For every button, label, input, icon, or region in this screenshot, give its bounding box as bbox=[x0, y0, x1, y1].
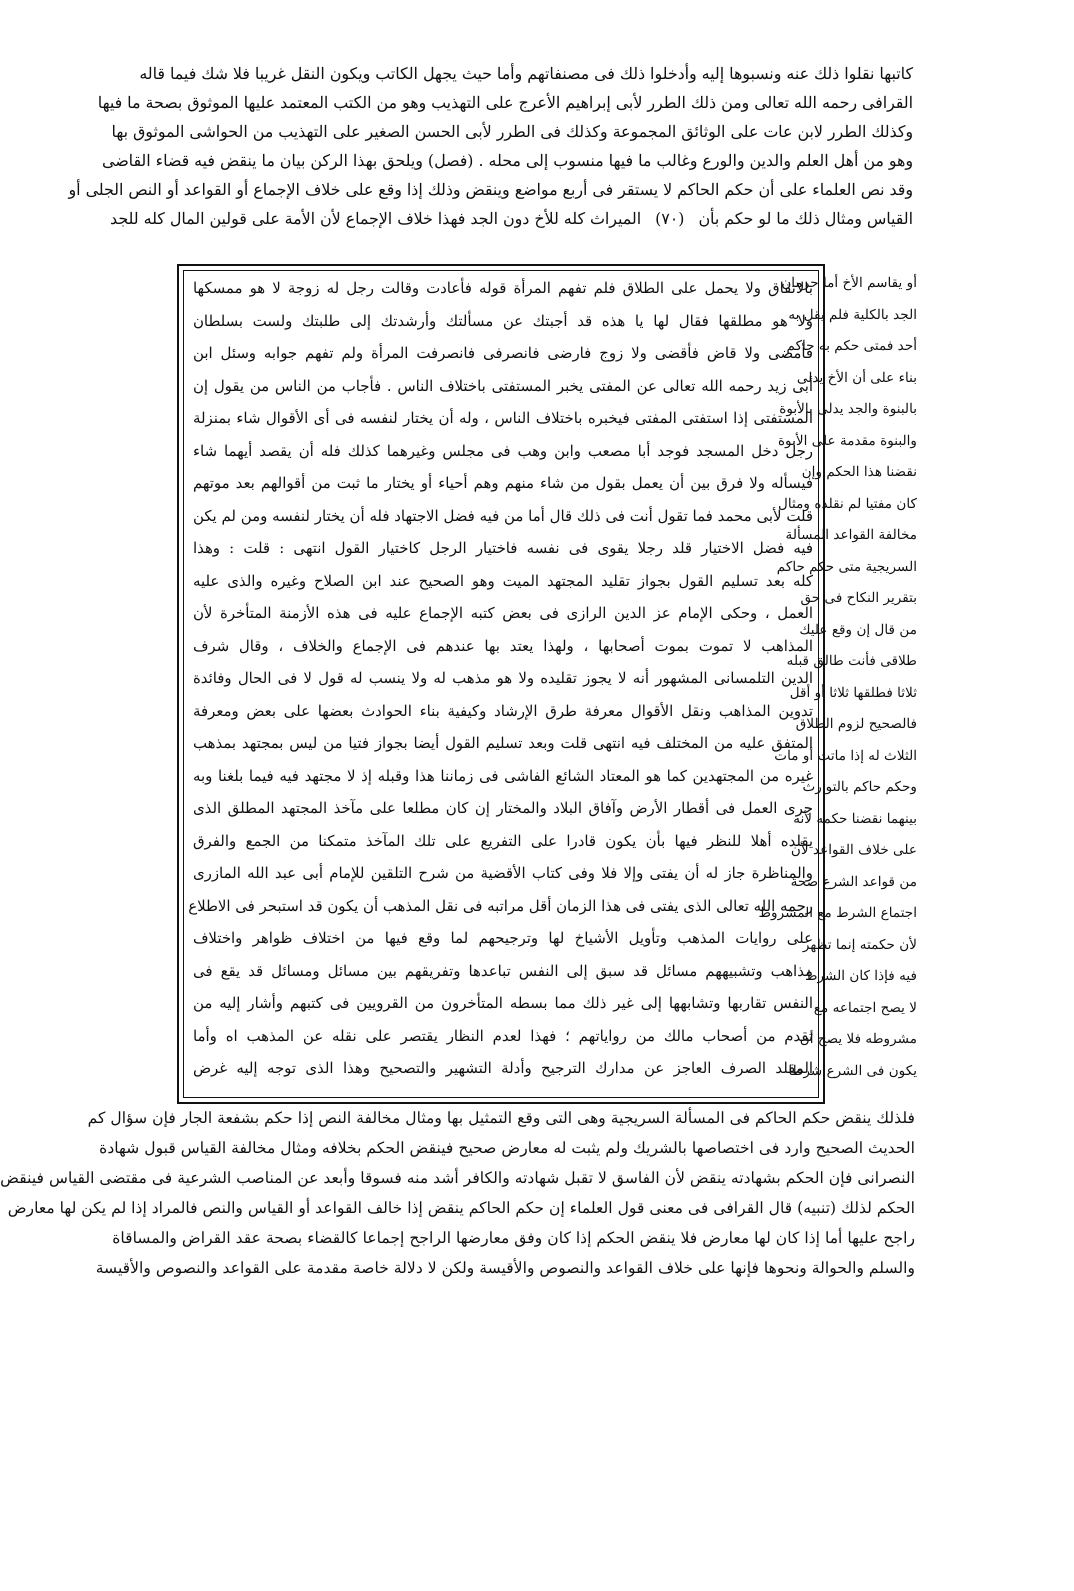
margin-line: بتقرير النكاح فى حق bbox=[800, 590, 917, 606]
frame-line: رحمه الله تعالى الذى يفتى فى هذا الزمان أقل مراتبه فى نقل المذهب أن يكون قد استبحر فى الاطلاع bbox=[188, 896, 813, 915]
margin-line: فيه فإذا كان الشرط bbox=[804, 968, 917, 984]
margin-line: لأن حكمته إنما تظهر bbox=[802, 936, 917, 953]
line-segment: القياس ومثال ذلك ما لو حكم بأن bbox=[698, 209, 913, 228]
margin-line: والبنوة مقدمة على الأبوة bbox=[777, 432, 917, 449]
margin-line: بينهما نقضنا حكمه لأنه bbox=[793, 810, 917, 827]
frame-line: فأمضى ولا قاض فأقضى ولا زوج فارضى فانصرفى فانصرفت المرأة ولم تفهم جوابه وسئل ابن bbox=[193, 344, 813, 362]
frame-line: النفس تقاربها وتشابهها إلى غير ذلك مما بسطه المتأخرون من القرويين فى كتبهم وأشار إليه من bbox=[193, 994, 813, 1012]
frame-line: المذاهب لا تموت بموت أصحابها ، ولهذا يعتد بها عندهم فى الإجماع والخلاف ، وقال شرف bbox=[193, 636, 813, 655]
frame-line: مذاهب وتشبيههم مسائل قد سبق إلى النفس تباعدها وتفريقهم بين مسائل ومسائل قد يقع فى bbox=[193, 961, 813, 980]
frame-line: أبى زيد رحمه الله تعالى عن المفتى يخبر المستفتى باختلاف الناس . فأجاب من الناس من يقول إن bbox=[193, 376, 813, 395]
margin-line: أو يقاسم الأخ أما حرمان bbox=[781, 275, 917, 291]
margin-line: لا يصح اجتماعه مع bbox=[813, 999, 917, 1016]
frame-line: غيره من المجتهدين كما هو المعتاد الشائع الفاشى فى زماننا هذا وقبله إذ لا مجتهد فيه فيما بلغنا وبه bbox=[193, 766, 813, 785]
margin-line: من قواعد الشرع صحة bbox=[790, 873, 917, 890]
text-line: فلذلك ينقض حكم الحاكم فى المسألة السريجية وهى التى وقع التمثيل بها ومثال مخالفة النص إذا حكم بشفعة الجار فإن سؤال كم bbox=[87, 1109, 915, 1127]
margin-line: أحد فمتى حكم به حاكم bbox=[786, 338, 917, 354]
frame-line: الدين التلمسانى المشهور أنه لا يجوز تقليده ولا هو مذهب له ولا ينسب له قول لا فى الحال وفائدة bbox=[193, 669, 813, 687]
frame-line: المستفتى إذا استفتى المفتى فيخبره باختلاف الناس ، وله أن يختار لنفسه فى أى الأقوال شاء بمنزلة bbox=[193, 409, 813, 427]
margin-line: بالبنوة والجد يدلى بالأبوة bbox=[779, 401, 917, 417]
line-segment: الميراث كله للأخ دون الجد فهذا خلاف الإجماع لأن الأمة على قولين المال كله للجد bbox=[110, 209, 642, 228]
commentary-frame bbox=[177, 264, 825, 1104]
text-line: والسلم والحوالة ونحوها فإنها على خلاف القواعد والنصوص والأقيسة ولكن لا دلالة خاصة مقدمة على القواعد والنصوص والأقيسة bbox=[95, 1259, 915, 1277]
text-line: الحكم لذلك (تنبيه) قال القرافى فى معنى قول العلماء إن حكم الحاكم ينقض إذا خالف القواعد أو القياس والنص فالمراد إذا لم يكن لها معارض bbox=[7, 1199, 915, 1217]
text-line: وهو من أهل العلم والدين والورع وغالب ما فيها منسوب إلى محله . (فصل) ويلحق بهذا الركن بيان ما ينقض فيه قضاء القاضى bbox=[102, 151, 913, 170]
frame-line: العمل ، وحكى الإمام عز الدين الرازى فى بعض كتبه الإجماع عليه فى هذه الأزمنة المتأخرة لأن bbox=[193, 604, 813, 622]
frame-line: فيه فضل الاختيار قلد رجلا يقوى فى نفسه فاختيار الرجل كاختيار القول انتهى : قلت : وهذا bbox=[193, 539, 813, 557]
margin-line: وحكم حاكم بالتوارث bbox=[802, 779, 917, 795]
text-line-with-page-number bbox=[110, 207, 913, 233]
margin-line: مخالفة القواعد المسألة bbox=[785, 527, 917, 543]
text-line: كاتبها نقلوا ذلك عنه ونسبوها إليه وأدخلوا ذلك فى مصنفاتهم وأما حيث يجهل الكاتب ويكون النقل غريبا فلا شك فيما قاله bbox=[139, 64, 913, 83]
frame-line: يقلده أهلا للنظر فيها بأن يكون قادرا على التفريع على تلك المآخذ متمكنا من الجمع والفرق bbox=[193, 831, 813, 850]
margin-line: طلاقى فأنت طالق قبله bbox=[786, 653, 917, 669]
margin-line: ثلاثا فطلقها ثلاثا أو أقل bbox=[789, 684, 917, 701]
margin-line: الجد بالكلية فلم يقل به bbox=[788, 306, 917, 323]
margin-line: على خلاف القواعد لأن bbox=[790, 842, 917, 858]
frame-line: والمناظرة جاز له أن يفتى وإلا فلا وفى كتاب الأقضية من شرح التلقين للإمام أبى عبد الله المازرى bbox=[193, 864, 813, 882]
margin-line: بناء على أن الأخ يدلى bbox=[796, 369, 917, 386]
frame-line: ولا هو مطلقها فقال لها يا هذه قد أجبتك عن مسألتك وأرشدتك إلى طلبتك ولست بسلطان bbox=[193, 311, 813, 330]
margin-line: السريجية متى حكم حاكم bbox=[776, 558, 917, 575]
text-line: راجح عليها أما إذا كان لها معارض فلا ينقض الحكم إذا كان وفق معارضها الراجح إجماعا كالقضاء بصحة عقد القراض والمساقاة bbox=[112, 1229, 915, 1247]
margin-line: نقضنا هذا الحكم وإن bbox=[801, 464, 917, 480]
margin-line: يكون فى الشرع شرطا bbox=[788, 1062, 917, 1079]
frame-line: بالاتفاق ولا يحمل على الطلاق فلم تفهم المرأة قوله فأعادت وقالت رجل له زوجة لا هو ممسكها bbox=[193, 279, 813, 297]
frame-line: المقلد الصرف العاجز عن مدارك الترجيح وأدلة التشهير والتصحيح وهذا الذى توجه إليه غرض bbox=[193, 1059, 813, 1077]
text-line: الحديث الصحيح وارد فى اختصاصها بالشريك ولم يثبت له معارض صحيح فينقض الحكم بخلافه ومثال مخالفة القياس قبول شهادة bbox=[99, 1139, 915, 1157]
frame-line: رجل دخل المسجد فوجد أبا مصعب وابن وهب فى مجلس وغيرهما كذلك فله أن يقصد أيهما شاء bbox=[193, 441, 813, 460]
text-line: وقد نص العلماء على أن حكم الحاكم لا يستقر فى أربع مواضع وينقض وذلك إذا وقع على خلاف الإجماع أو القواعد أو النص الجلى أو bbox=[68, 180, 913, 199]
margin-line: من قال إن وقع عليك bbox=[799, 621, 917, 638]
frame-line: تقدم من أصحاب مالك من رواياتهم ؛ فهذا لعدم النظار يقتصر على نقله عن المذهب اه وأما bbox=[193, 1026, 813, 1045]
margin-line: مشروطه فلا يصح أن bbox=[799, 1031, 917, 1047]
frame-line: المتفق عليه من المختلف فيه انتهى قلت وبعد تسليم القول أيضا بجواز فتيا من ليس بمجتهد بمذهب bbox=[193, 734, 813, 752]
page-number: (٧٠) bbox=[655, 209, 685, 228]
text-line: وكذلك الطرر لابن عات على الوثائق المجموعة وكذلك فى الطرر لأبى الحسن الصغير على التهذيب من الحواشى الموثوق بها bbox=[111, 122, 913, 141]
frame-line: على روايات المذهب وتأويل الأشياخ لها وترجيحهم لما وقع فيها من اختلاف ظواهر واختلاف bbox=[193, 929, 813, 947]
frame-line: فيسأله ولا فرق بين أن يعمل بقول من شاء منهم وهم أحياء أو يختار ما ثبت من أقوالهم بعد موتهم bbox=[193, 474, 813, 492]
frame-line: جرى العمل فى أقطار الأرض وآفاق البلاد والمختار إن كان مطلعا على مآخذ المجتهد المطلق الذى bbox=[193, 799, 813, 817]
frame-line: قلت لأبى محمد فما تقول أنت فى ذلك قال أما من فيه فضل الاجتهاد فله أن يختار لنفسه ومن لم يكن bbox=[193, 506, 813, 525]
frame-line: تدوين المذاهب ونقل الأقوال معرفة طرق الإرشاد وكيفية بناء الحوادث بعضها على بعض ومعرفة bbox=[193, 701, 813, 720]
margin-line: فالصحيح لزوم الطلاق bbox=[795, 716, 917, 732]
margin-line: كان مفتيا لم نقلده ومثال bbox=[778, 495, 917, 512]
text-line: القرافى رحمه الله تعالى ومن ذلك الطرر لأبى إبراهيم الأعرج على التهذيب وهو من الكتب المعتمد عليها الموثوق بصحة ما فيها bbox=[97, 93, 913, 112]
text-line: النصرانى فإن الحكم بشهادته ينقض لأن الفاسق لا تقبل شهادته والكافر أشد منه فسوقا وأبعد عن المناصب الشرعية فى مقتضى القياس فينقض bbox=[0, 1169, 915, 1187]
margin-line: الثلاث له إذا ماتت أو مات bbox=[774, 747, 917, 764]
margin-line: اجتماع الشرط مع المشروط bbox=[758, 905, 917, 921]
frame-line: كله بعد تسليم القول بجواز تقليد المجتهد الميت وهو الصحيح عند ابن الصلاح وغيره والذى عليه bbox=[193, 571, 813, 590]
